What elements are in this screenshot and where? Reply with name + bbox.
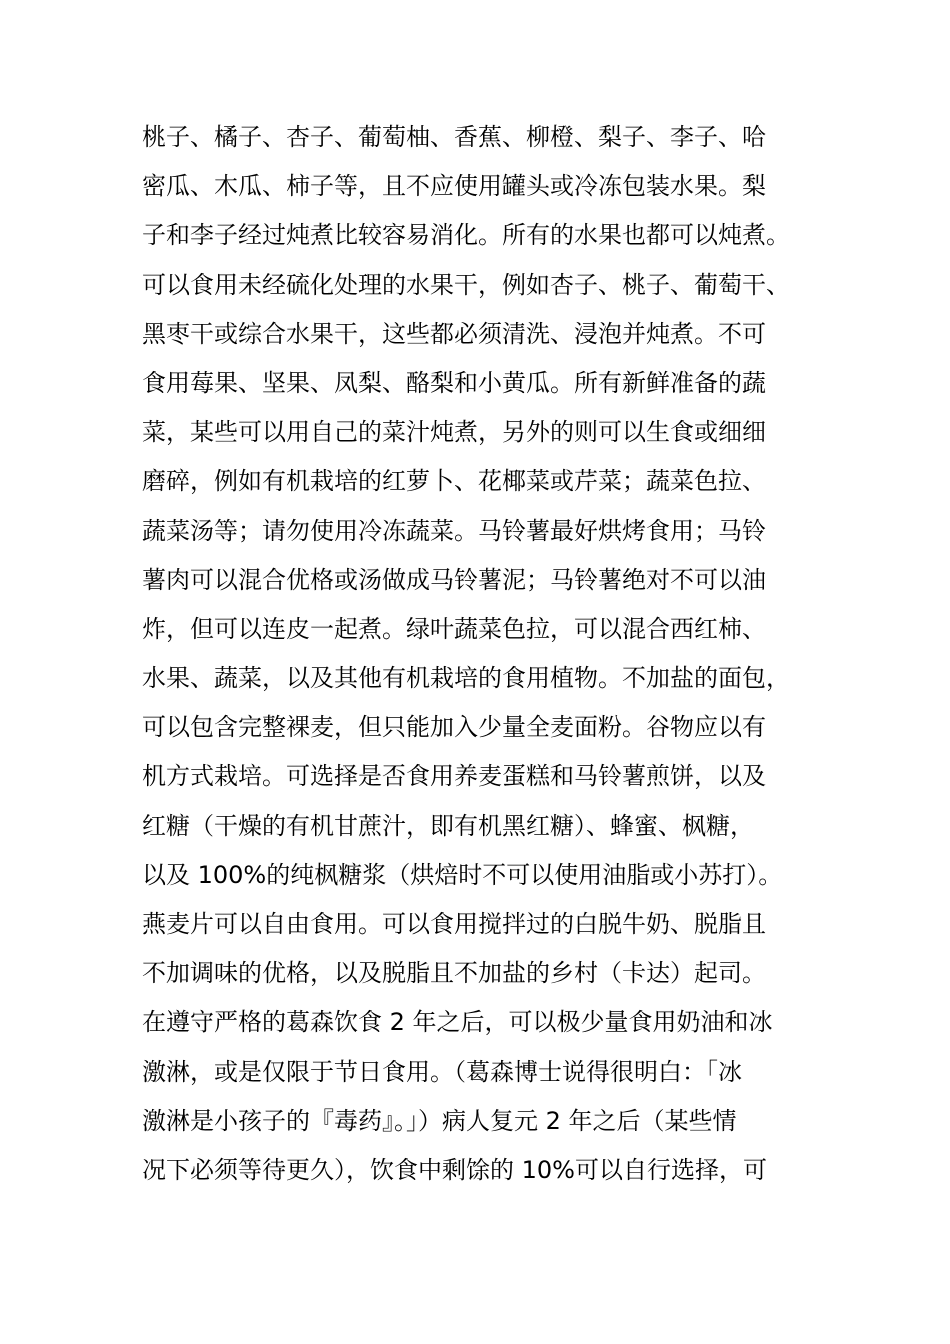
body-text — [142, 113, 832, 1195]
text-line: 况下必须等待更久），饮食中剩馀的 10%可以自行选择，可 — [142, 1155, 767, 1184]
text-line: 燕麦片可以自由食用。可以食用搅拌过的白脱牛奶、脱脂且 — [142, 910, 766, 938]
text-line: 激淋是小孩子的『毒药』。」）病人复元 2 年之后（某些情 — [142, 1106, 737, 1135]
text-line: 磨碎，例如有机栽培的红萝卜、花椰菜或芹菜；蔬菜色拉、 — [142, 467, 766, 496]
text-line: 黑枣干或综合水果干，这些都必须清洗、浸泡并炖煮。不可 — [142, 319, 766, 348]
text-line: 红糖（干燥的有机甘蔗汁，即有机黑红糖）、蜂蜜、枫糖， — [142, 811, 754, 840]
text-line: 密瓜、木瓜、柿子等，且不应使用罐头或冷冻包装水果。梨 — [142, 172, 766, 201]
text-line: 食用莓果、坚果、凤梨、酪梨和小黄瓜。所有新鲜准备的蔬 — [142, 368, 766, 397]
text-line: 蔬菜汤等；请勿使用冷冻蔬菜。马铃薯最好烘烤食用；马铃 — [142, 516, 766, 545]
text-line: 以及 100%的纯枫糖浆（烘焙时不可以使用油脂或小苏打）。 — [142, 860, 783, 889]
text-line: 机方式栽培。可选择是否食用养麦蛋糕和马铃薯煎饼，以及 — [142, 762, 766, 791]
text-line: 不加调味的优格，以及脱脂且不加盐的乡村（卡达）起司。 — [142, 959, 766, 988]
text-line: 激淋，或是仅限于节日食用。（葛森博士说得很明白：「冰 — [142, 1057, 742, 1086]
text-line: 炸，但可以连皮一起煮。绿叶蔬菜色拉，可以混合西红柿、 — [142, 614, 766, 643]
text-line: 子和李子经过炖煮比较容易消化。所有的水果也都可以炖煮。 — [142, 221, 790, 250]
text-line: 薯肉可以混合优格或汤做成马铃薯泥；马铃薯绝对不可以油 — [142, 565, 766, 594]
text-line: 水果、蔬菜，以及其他有机栽培的食用植物。不加盐的面包， — [142, 664, 790, 693]
text-line: 可以包含完整裸麦，但只能加入少量全麦面粉。谷物应以有 — [142, 713, 766, 742]
text-line: 可以食用未经硫化处理的水果干，例如杏子、桃子、葡萄干、 — [142, 270, 790, 299]
text-line: 桃子、橘子、杏子、葡萄柚、香蕉、柳橙、梨子、李子、哈 — [142, 123, 766, 151]
text-line: 菜，某些可以用自己的菜汁炖煮，另外的则可以生食或细细 — [142, 418, 766, 447]
text-line: 在遵守严格的葛森饮食 2 年之后，可以极少量食用奶油和冰 — [142, 1008, 773, 1037]
